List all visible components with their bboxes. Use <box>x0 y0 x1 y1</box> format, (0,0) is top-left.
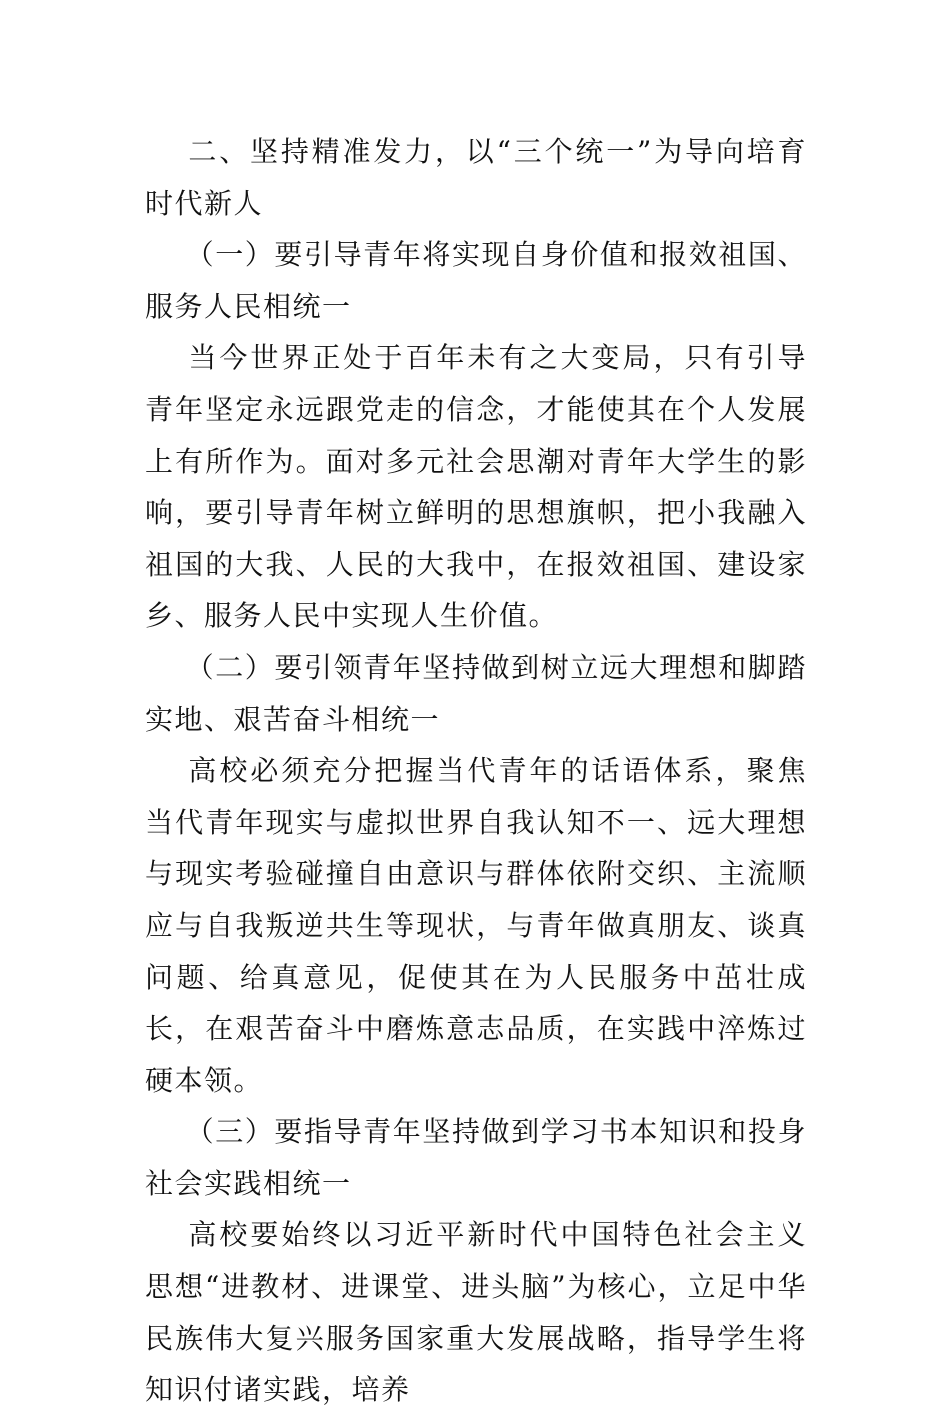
subsection-heading-1: （一）要引导青年将实现自身价值和报效祖国、服务人民相统一 <box>145 238 807 323</box>
body-paragraph-1: 当今世界正处于百年未有之大变局，只有引导青年坚定永远跟党走的信念，才能使其在个人发展上有所作为。面对多元社会思潮对青年大学生的影响，要引导青年树立鲜明的思想旗帜，把小我融入祖国的大我、人民的大我中，在报效祖国、建设家乡、服务人民中实现人生价值。 <box>145 341 807 633</box>
document-page <box>145 126 807 1416</box>
section-heading-2: 二、坚持精准发力，以“三个统一”为导向培育时代新人 <box>145 135 807 220</box>
body-paragraph-3: 高校要始终以习近平新时代中国特色社会主义思想“进教材、进课堂、进头脑”为核心，立足中华民族伟大复兴服务国家重大发展战略，指导学生将知识付诸实践，培养 <box>145 1218 807 1407</box>
body-paragraph-2: 高校必须充分把握当代青年的话语体系，聚焦当代青年现实与虚拟世界自我认知不一、远大理想与现实考验碰撞自由意识与群体依附交织、主流顺应与自我叛逆共生等现状，与青年做真朋友、谈真问题、给真意见，促使其在为人民服务中茁壮成长，在艰苦奋斗中磨炼意志品质，在实践中淬炼过硬本领。 <box>145 754 807 1097</box>
subsection-heading-2: （二）要引领青年坚持做到树立远大理想和脚踏实地、艰苦奋斗相统一 <box>145 650 807 736</box>
subsection-heading-3: （三）要指导青年坚持做到学习书本知识和投身社会实践相统一 <box>145 1115 807 1200</box>
